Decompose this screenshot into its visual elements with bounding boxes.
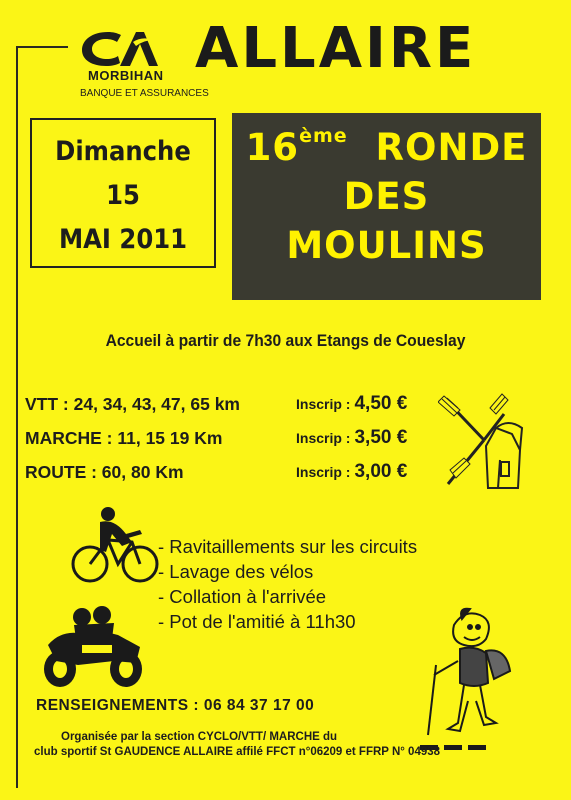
fee-route [296, 461, 407, 483]
route-route: ROUTE : 60, 80 Km [25, 462, 184, 482]
service-item: - Ravitaillements sur les circuits [158, 536, 418, 557]
motorbike-icon [38, 605, 148, 690]
event-title-box [232, 113, 541, 300]
fee-label: Inscrip : [296, 464, 351, 480]
date-number: 15 [106, 180, 140, 211]
date-day: Dimanche [55, 136, 191, 167]
route-marche: MARCHE : 11, 15 19 Km [25, 428, 223, 448]
event-ordinal: 16 [245, 126, 300, 169]
organizer-info [34, 730, 440, 760]
event-word-ronde: RONDE [375, 126, 528, 169]
date-month-year: MAI 2011 [58, 224, 188, 255]
service-item: - Lavage des vélos [158, 561, 314, 582]
event-ordinal-suffix: ème [299, 125, 348, 147]
welcome-text: Accueil à partir de 7h30 aux Etangs de Coueslay [105, 331, 466, 350]
cyclist-icon [70, 504, 160, 586]
route-vtt: VTT : 24, 34, 43, 47, 65 km [25, 394, 240, 414]
date-box [30, 118, 216, 268]
logo-tagline: BANQUE ET ASSURANCES [80, 88, 209, 99]
organizer-line-2: club sportif St GAUDENCE ALLAIRE affilé FFCT n°06209 et FFRP N° 04938 [34, 746, 441, 758]
event-word-moulins: MOULINS [286, 224, 487, 267]
event-word-des: DES [343, 175, 430, 218]
fee-label: Inscrip : [296, 430, 351, 446]
credit-agricole-logo-icon [78, 28, 160, 68]
frame-left-line [16, 46, 18, 788]
frame-top-line [16, 46, 68, 48]
fee-amount: 3,50 € [354, 427, 408, 448]
town-title: ALLAIRE [195, 16, 477, 81]
fee-marche [296, 427, 407, 449]
contact-info: RENSEIGNEMENTS : 06 84 37 17 00 [36, 697, 315, 714]
service-item: - Collation à l'arrivée [158, 586, 327, 607]
fee-amount: 3,00 € [354, 461, 408, 482]
fee-label: Inscrip : [296, 396, 351, 412]
service-item: - Pot de l'amitié à 11h30 [158, 611, 356, 632]
organizer-line-1: Organisée par la section CYCLO/VTT/ MARCHE du [61, 731, 338, 743]
services-list [158, 534, 417, 634]
logo-name: MORBIHAN [88, 68, 164, 83]
windmill-icon [438, 388, 553, 500]
fee-vtt [296, 393, 407, 415]
fee-amount: 4,50 € [354, 393, 408, 414]
